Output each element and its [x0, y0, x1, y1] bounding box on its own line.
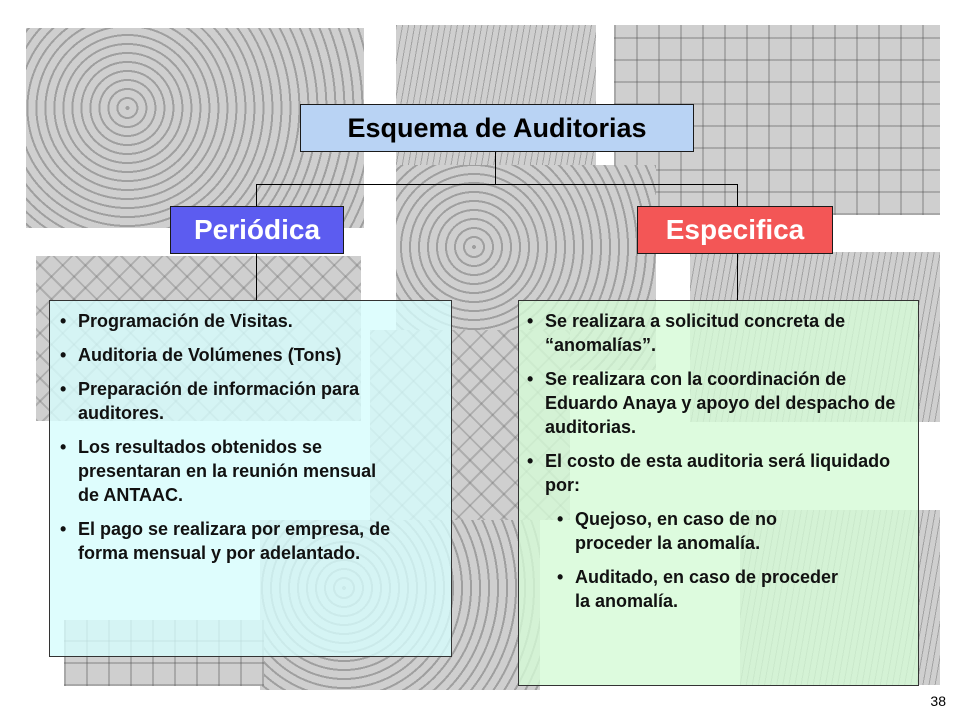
- bullet-item: • El pago se realizara por empresa, de forma mensual y por adelantado.: [60, 517, 423, 565]
- sub-bullet-item: • Quejoso, en caso de no proceder la anomalía.: [557, 507, 845, 555]
- category-periodica: Periódica: [170, 206, 344, 254]
- connector-horizontal: [256, 184, 738, 185]
- diagram-title: Esquema de Auditorias: [300, 104, 694, 152]
- bullet-item: • Programación de Visitas.: [60, 309, 441, 333]
- sub-bullet-item: • Auditado, en caso de proceder la anomalía.: [557, 565, 845, 613]
- connector-title-down: [495, 152, 496, 184]
- category-especifica: Especifica: [637, 206, 833, 254]
- connector-periodica-to-panel: [256, 254, 257, 300]
- bullet-item: • Los resultados obtenidos se presentaran en la reunión mensual de ANTAAC.: [60, 435, 398, 507]
- periodica-details-panel: [49, 300, 452, 657]
- connector-especifica-to-panel: [737, 254, 738, 300]
- bullet-item: • El costo de esta auditoria será liquidado por:: [527, 449, 895, 497]
- page-number: 38: [930, 693, 946, 709]
- bullet-item: • Preparación de información para auditores.: [60, 377, 378, 425]
- connector-right-down: [737, 184, 738, 206]
- bullet-item: • Se realizara con la coordinación de Eduardo Anaya y apoyo del despacho de auditorias.: [527, 367, 915, 439]
- especifica-details-panel: [518, 300, 919, 686]
- connector-left-down: [256, 184, 257, 206]
- bullet-item: • Auditoria de Volúmenes (Tons): [60, 343, 441, 367]
- bullet-item: • Se realizara a solicitud concreta de “anomalías”.: [527, 309, 915, 357]
